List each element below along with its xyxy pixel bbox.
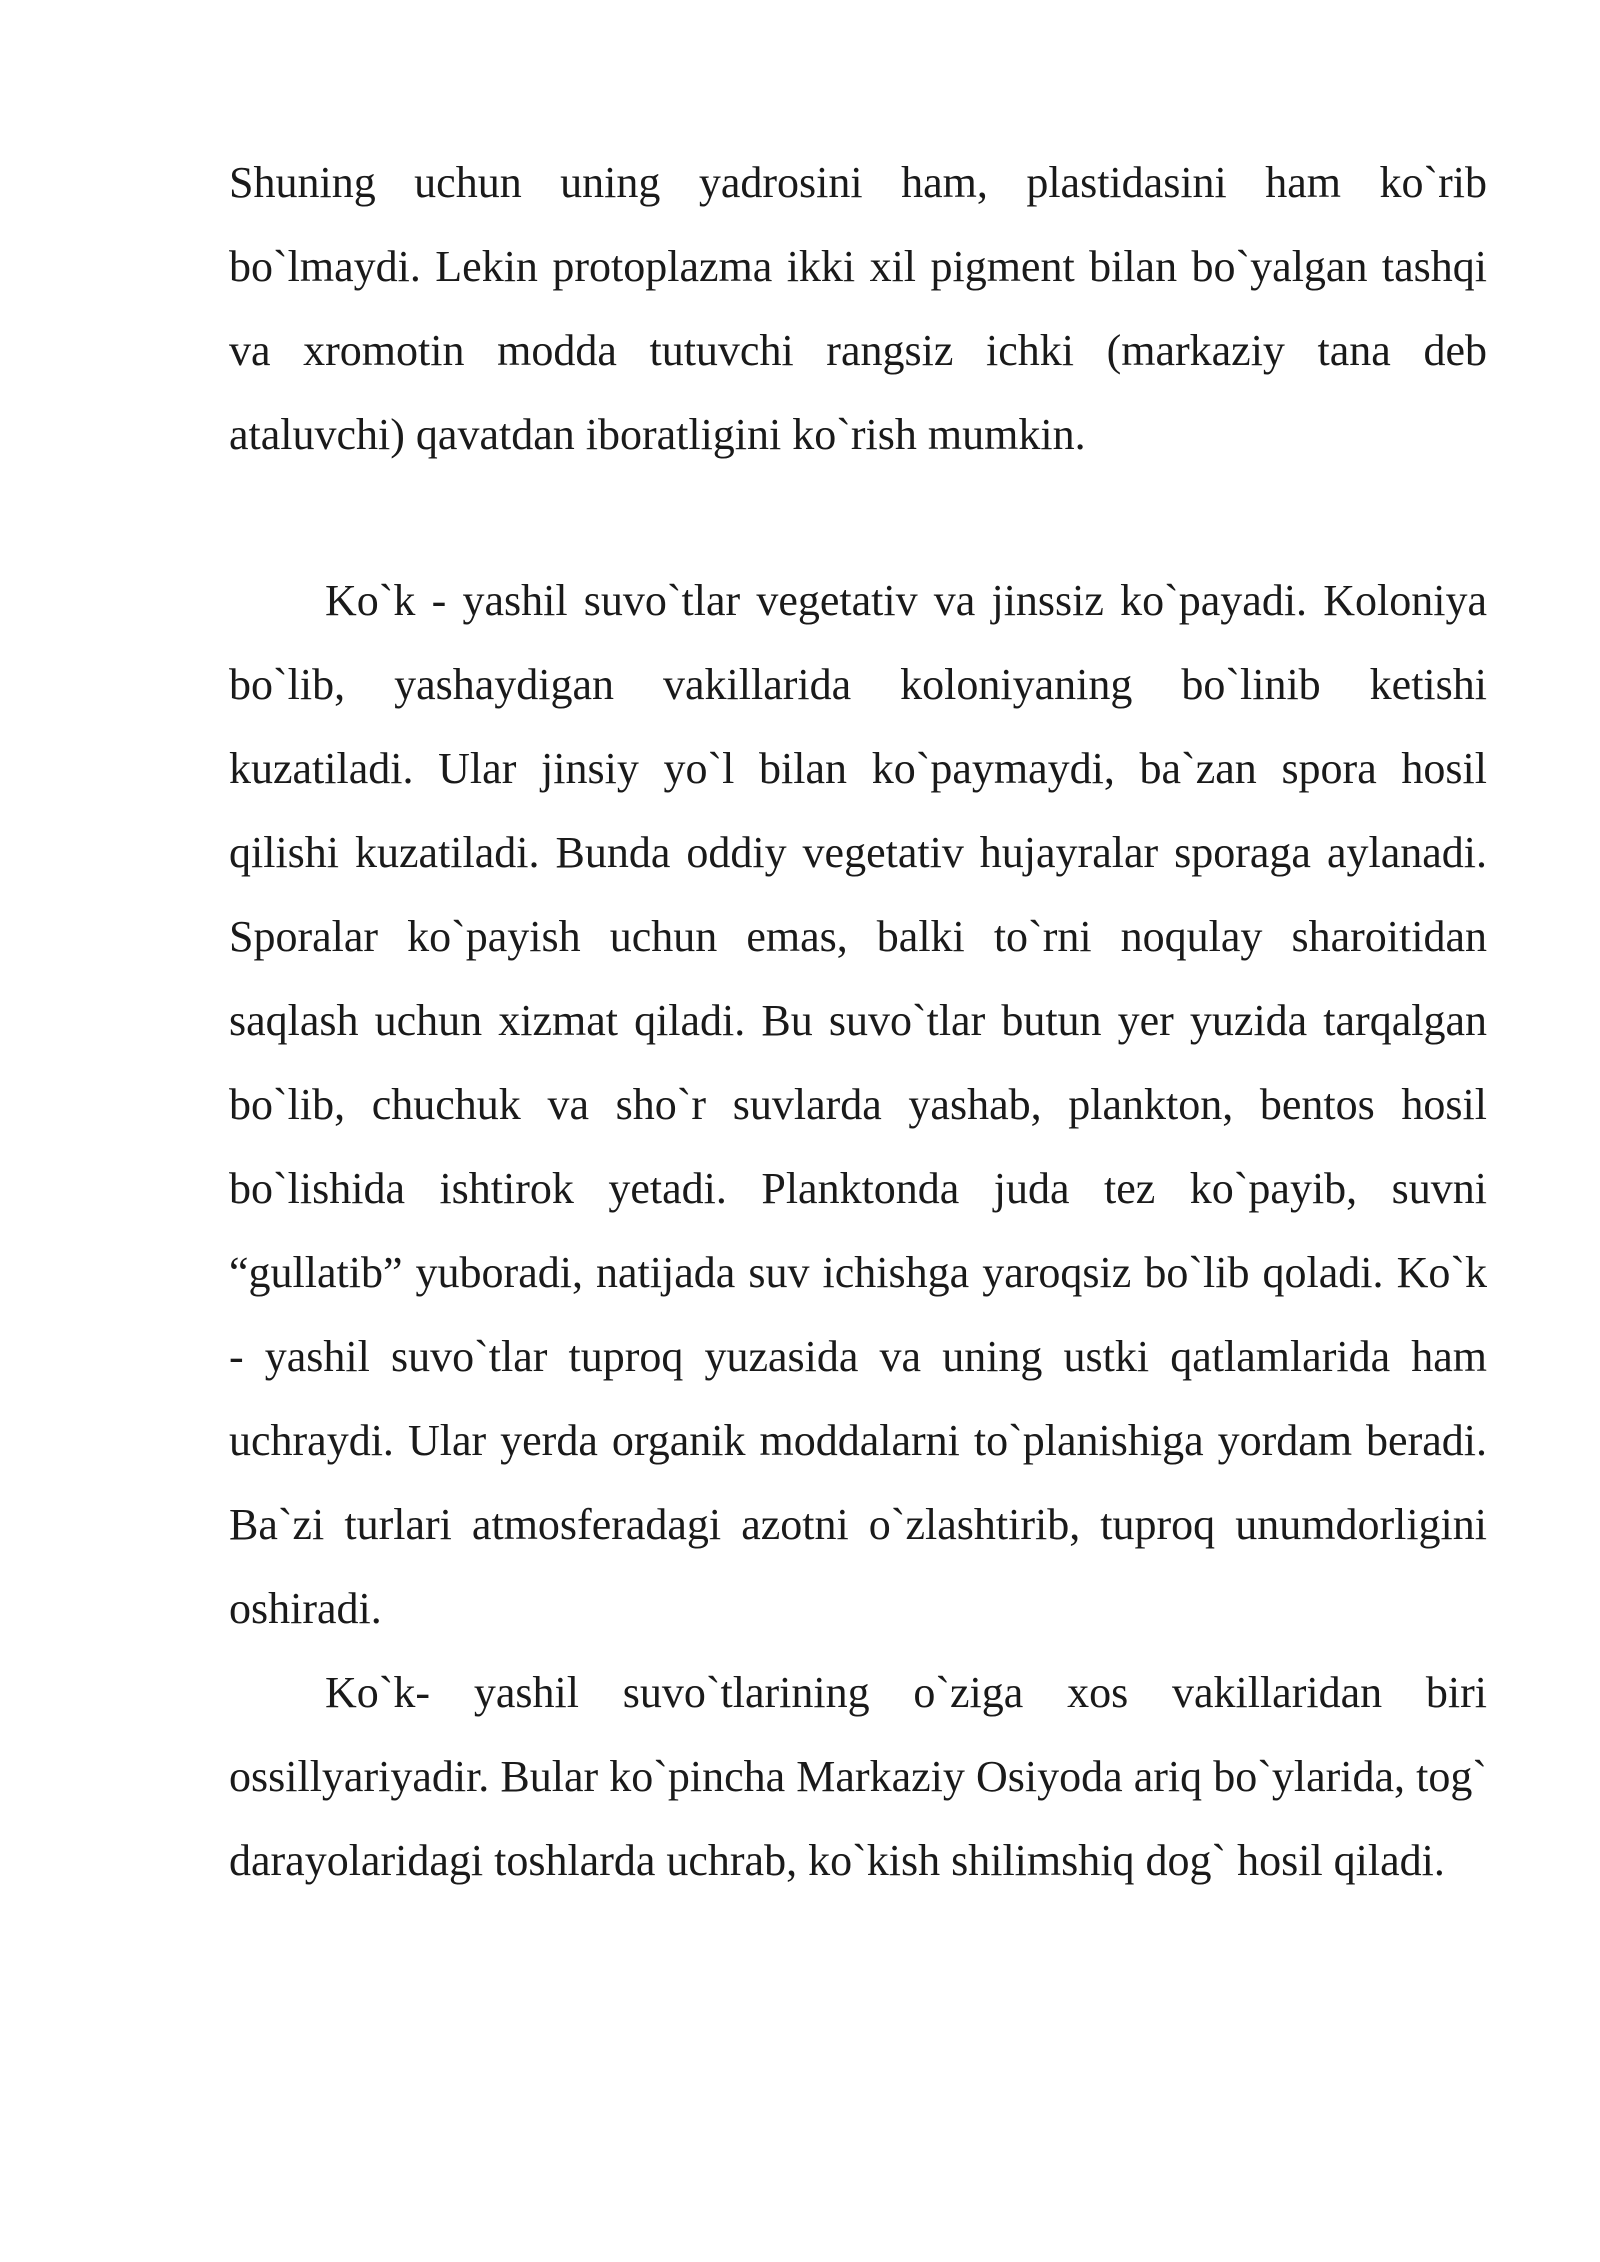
text-block-top bbox=[229, 141, 1487, 477]
paragraph-3: Ko`k- yashil suvo`tlarining o`ziga xos vakillaridan biri ossillyariyadir. Bular ko`pincha Markaziy Osiyoda ariq bo`ylarida, tog` darayolaridagi toshlarda uchrab, ko`kish shilimshiq dog` hosil qiladi. bbox=[229, 1668, 1487, 1885]
paragraph-1: Shuning uchun uning yadrosini ham, plastidasini ham ko`rib bo`lmaydi. Lekin protoplazma ikki xil pigment bilan bo`yalgan tashqi va xromotin modda tutuvchi rangsiz ichki (markaziy tana deb ataluvchi) qavatdan iboratligini ko`rish mumkin. bbox=[229, 158, 1487, 459]
text-block-main bbox=[229, 559, 1487, 1903]
paragraph-2: Ko`k - yashil suvo`tlar vegetativ va jinssiz ko`payadi. Koloniya bo`lib, yashaydigan vakillarida koloniyaning bo`linib ketishi kuzatiladi. Ular jinsiy yo`l bilan ko`paymaydi, ba`zan spora hosil qilishi kuzatiladi. Bunda oddiy vegetativ hujayralar sporaga aylanadi. Sporalar ko`payish uchun emas, balki to`rni noqulay sharoitidan saqlash uchun xizmat qiladi. Bu suvo`tlar butun yer yuzida tarqalgan bo`lib, chuchuk va sho`r suvlarda yashab, plankton, bentos hosil bo`lishida ishtirok yetadi. Planktonda juda tez ko`payib, suvni “gullatib” yuboradi, natijada suv ichishga yaroqsiz bo`lib qoladi. Ko`k - yashil suvo`tlar tuproq yuzasida va uning ustki qatlamlarida ham uchraydi. Ular yerda organik moddalarni to`planishiga yordam beradi. Ba`zi turlari atmosferadagi azotni o`zlashtirib, tuproq unumdorligini oshiradi. bbox=[229, 576, 1487, 1633]
